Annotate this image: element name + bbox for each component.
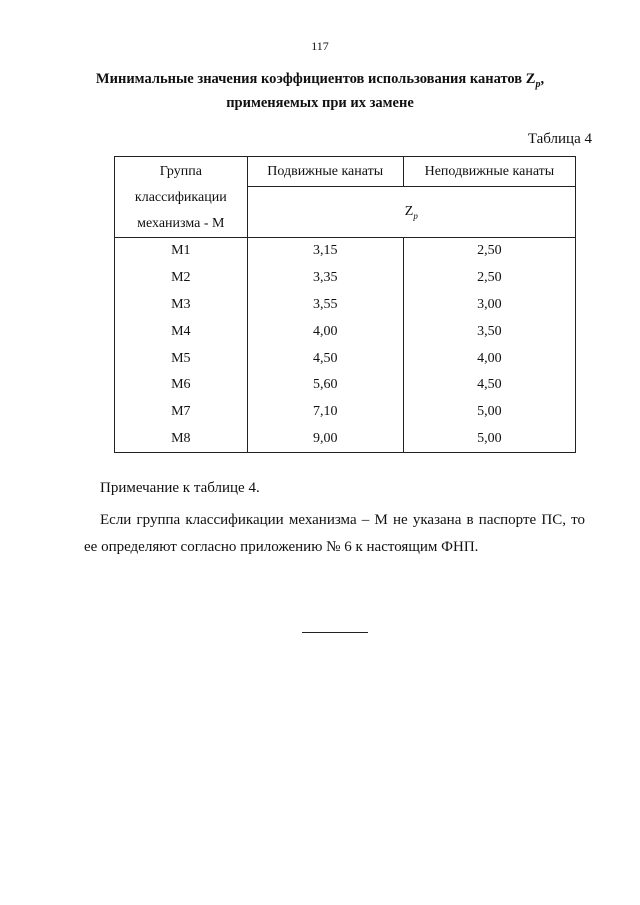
table-caption: Таблица 4: [527, 131, 592, 147]
page-number: 117: [311, 39, 329, 53]
table-row: [115, 318, 576, 345]
moving-ropes-cell: 9,00: [247, 426, 403, 453]
table-row: [115, 238, 576, 265]
table-header-row: [115, 157, 576, 187]
group-cell: М1: [115, 238, 248, 265]
separator-line: [302, 632, 368, 633]
header-value-subscript: p: [413, 210, 418, 221]
header-group-line: механизма - М: [137, 215, 225, 231]
moving-ropes-cell: 4,50: [247, 345, 403, 372]
table-row: [115, 345, 576, 372]
header-value-symbol: Z: [404, 203, 414, 219]
coefficients-table: [114, 156, 576, 453]
header-fixed-ropes: Неподвижные канаты: [403, 157, 575, 187]
note-text: Если группа классификации механизма – М не указана в паспорте ПС, то ее определяют согласно приложению № 6 к настоящим ФНП.: [84, 512, 585, 555]
table-row: [115, 426, 576, 453]
moving-ropes-cell: 5,60: [247, 372, 403, 399]
title-line-1: [40, 70, 600, 94]
group-cell: М2: [115, 265, 248, 292]
moving-ropes-cell: 7,10: [247, 399, 403, 426]
fixed-ropes-cell: 3,50: [403, 318, 575, 345]
table-row: [115, 399, 576, 426]
fixed-ropes-cell: 3,00: [403, 292, 575, 319]
group-cell: М6: [115, 372, 248, 399]
group-cell: М7: [115, 399, 248, 426]
title-line-1-suffix: ,: [540, 71, 545, 87]
group-cell: М3: [115, 292, 248, 319]
moving-ropes-cell: 4,00: [247, 318, 403, 345]
fixed-ropes-cell: 4,50: [403, 372, 575, 399]
fixed-ropes-cell: 5,00: [403, 399, 575, 426]
moving-ropes-cell: 3,15: [247, 238, 403, 265]
header-group-line: классификации: [134, 189, 227, 205]
fixed-ropes-cell: 4,00: [403, 345, 575, 372]
fixed-ropes-cell: 2,50: [403, 238, 575, 265]
moving-ropes-cell: 3,35: [247, 265, 403, 292]
fixed-ropes-cell: 5,00: [403, 426, 575, 453]
group-cell: М4: [115, 318, 248, 345]
header-value-symbol-cell: [247, 187, 575, 238]
title-line-2: применяемых при их замене: [226, 94, 414, 111]
document-title: [40, 70, 600, 113]
note-title: Примечание к таблице 4.: [100, 480, 260, 496]
title-subscript: p: [535, 78, 541, 90]
fixed-ropes-cell: 2,50: [403, 265, 575, 292]
group-cell: М5: [115, 345, 248, 372]
table-row: [115, 265, 576, 292]
group-cell: М8: [115, 426, 248, 453]
table-row: [115, 292, 576, 319]
header-group-cell: [115, 157, 248, 238]
moving-ropes-cell: 3,55: [247, 292, 403, 319]
table-row: [115, 372, 576, 399]
header-group-line: Группа: [159, 163, 202, 179]
title-line-1-text: Минимальные значения коэффициентов использования канатов Z: [95, 71, 536, 87]
header-moving-ropes: Подвижные канаты: [247, 157, 403, 187]
